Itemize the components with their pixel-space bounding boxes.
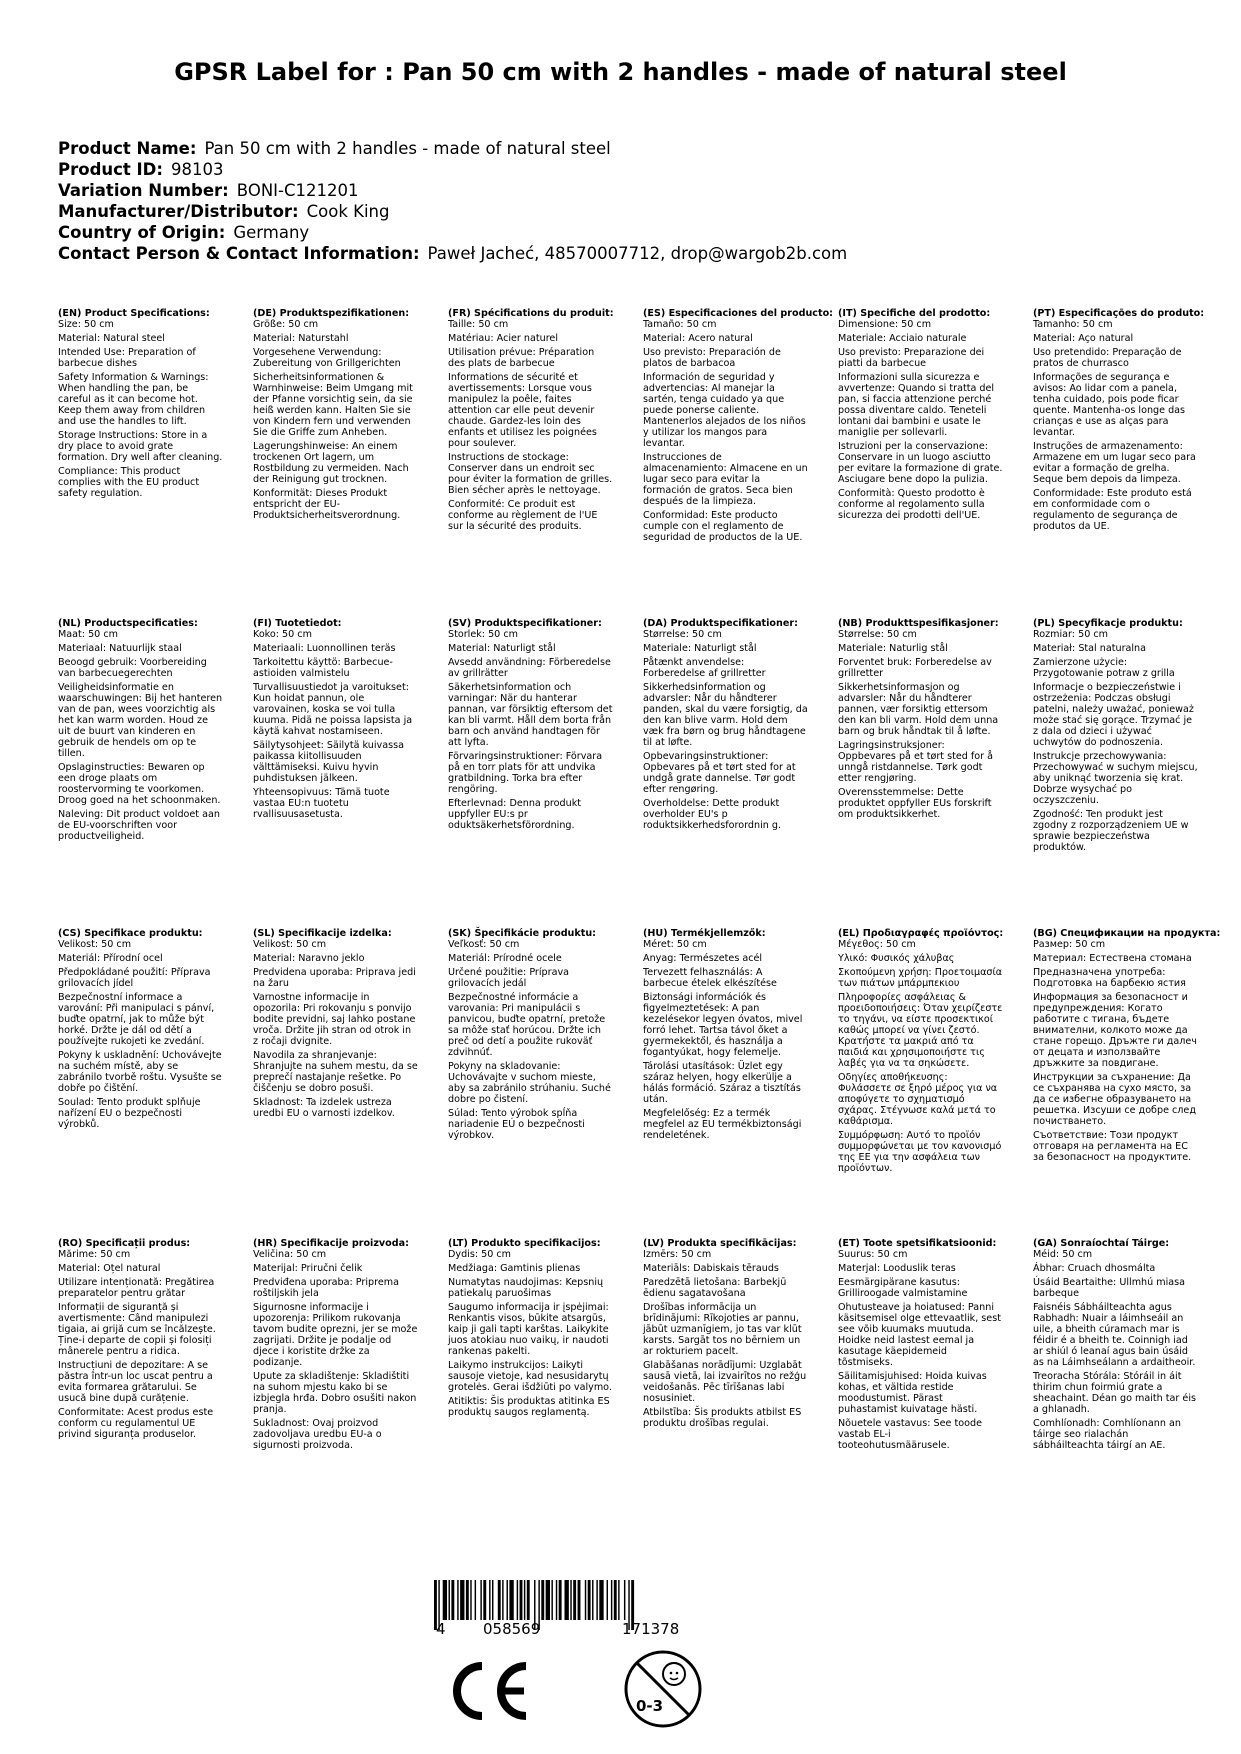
spec-line: Tamaño: 50 cm [643,319,717,330]
spec-line: Efterlevnad: Denna produkt uppfyller EU:s pr oduktsäkerhetsförordning. [448,798,582,831]
barcode-bar [443,1580,447,1620]
ce-mark-icon [452,1660,532,1722]
spec-line: Izmērs: 50 cm [643,1249,712,1260]
spec-line: Instrucciones de almacenamiento: Almacene en un lugar seco para evitar la formación de gratos. Seca bien después de la limpieza. [643,452,808,507]
spec-line: Größe: 50 cm [253,319,319,330]
spec-line: Avsedd användning: Förberedelse av grillrätter [448,657,611,679]
barcode-bar [520,1580,523,1620]
spec-line: Navodila za shranjevanje: Shranjujte na suhem mestu, da se preprečí nastajanje rešetke. Po čiščenju se dobro posuši. [253,1050,418,1094]
spec-block [58,1238,223,1443]
spec-block [643,618,808,834]
spec-block [1033,1238,1198,1454]
spec-heading: (SV) Produktspecifikationer: [448,618,602,629]
spec-line: Pokyny k uskladnění: Uchovávejte na suchém místě, aby se zabránilo tvorbě roštu. Vysušte se dobře po čištění. [58,1050,222,1094]
info-product-name: Product Name: Pan 50 cm with 2 handles - made of natural steel [58,139,611,158]
spec-line: Material: Naravno jeklo [253,953,365,964]
spec-block [448,928,613,1144]
spec-line: Πληροφορίες ασφάλειας & προειδοποιήσεις: Όταν χειρίζεστε το τηγάνι, να είστε προσεκτικοί καθώς μπορεί να γίνει ζεστό. Κρατήστε τα μακριά από τα παιδιά και χρησιμοποιήστε τις λαβές για να τα σηκώσετε. [838,992,1003,1069]
spec-line: Naleving: Dit product voldoet aan de EU-voorschriften voor productveiligheid. [58,809,220,842]
barcode-bar [507,1580,508,1620]
spec-line: Материал: Естествена стомана [1033,953,1192,964]
spec-line: Materiaal: Natuurlijk staal [58,643,182,654]
spec-line: Glabāšanas norādījumi: Uzglabāt sausā vietā, lai izvairītos no režģu veidošanās. Pēc tīrīšanas labi nosusiniet. [643,1360,807,1404]
page-title: GPSR Label for : Pan 50 cm with 2 handles - made of natural steel [174,58,1067,86]
barcode-bar [551,1580,552,1620]
spec-line: Zgodność: Ten produkt jest zgodny z rozporządzeniem UE w sprawie bezpieczeństwa produktów. [1033,809,1189,853]
spec-line: Tamanho: 50 cm [1033,319,1113,330]
spec-heading: (SL) Specifikacije izdelka: [253,928,392,939]
spec-line: Megfelelőség: Ez a termék megfelel az EU termékbiztonsági rendeletének. [643,1108,802,1141]
spec-line: Säilytysohjeet: Säilytä kuivassa paikassa kiitollisuuden välttämiseksi. Kuivu hyvin puhdistuksen jälkeen. [253,740,404,784]
spec-line: Forventet bruk: Forberedelse av grillretter [838,657,992,679]
barcode-bar [592,1580,593,1620]
spec-block [1033,928,1221,1166]
spec-line: Laikymo instrukcijos: Laikyti sausoje vietoje, kad nesusidarytų grotelės. Gerai išdžiūti po valymo. [448,1360,612,1393]
spec-heading: (HU) Termékjellemzők: [643,928,766,939]
spec-heading: (BG) Спецификации на продукта: [1033,928,1221,939]
barcode-bar [466,1580,469,1620]
spec-block [253,928,418,1122]
spec-line: Vorgesehene Verwendung: Zubereitung von Grillgerichten [253,347,401,369]
spec-line: Materiał: Stal naturalna [1033,643,1147,654]
barcode-digits-right: 171378 [622,1620,680,1638]
spec-line: Materijal: Priručni čelik [253,1263,363,1274]
spec-line: Soulad: Tento produkt splňuje nařízení EU o bezpečnosti výrobků. [58,1097,201,1130]
spec-line: Sikkerhedsinformation og advarsler: Når du håndterer panden, skal du være forsigtig, da den kan blive varm. Hold dem væk fra børn og brug håndtagene til at løfte. [643,682,808,748]
spec-line: Upute za skladištenje: Skladištiti na suhom mjestu kako bi se izbjegla hrđa. Dobro osušiti nakon pranja. [253,1371,417,1415]
spec-heading: (ET) Toote spetsifikatsioonid: [838,1238,997,1249]
spec-line: Lagerungshinweise: An einem trockenen Ort lagern, um Rostbildung zu vermeiden. Nach der Reinigung gut trocknen. [253,441,409,485]
spec-line: Opbevaringsinstruktioner: Opbevares på et tørt sted for at undgå grate dannelse. Tør godt efter rengøring. [643,751,796,795]
spec-line: Předpokládané použití: Příprava grilovacích jídel [58,967,211,989]
spec-block [838,1238,1003,1454]
barcode-bar [475,1580,476,1620]
spec-line: Conformité: Ce produit est conforme au règlement de l'UE sur la sécurité des produits. [448,499,598,532]
spec-line: Paredzētā lietošana: Barbekjū ēdienu sagatavošana [643,1277,787,1299]
spec-heading: (PT) Especificações do produto: [1033,308,1205,319]
spec-line: Material: Acero natural [643,333,753,344]
spec-line: Materiál: Přírodní ocel [58,953,163,964]
spec-line: Numatytas naudojimas: Kepsnių patiekalų paruošimas [448,1277,604,1299]
spec-line: Taille: 50 cm [448,319,509,330]
barcode-bar [585,1580,586,1620]
spec-heading: (HR) Specifikacije proizvoda: [253,1238,409,1249]
barcode-bar [556,1580,557,1620]
spec-line: Atbilstība: Šis produkts atbilst ES produktu drošības regulai. [643,1407,802,1429]
spec-heading: (FR) Spécifications du produit: [448,308,614,319]
spec-block [643,928,808,1144]
spec-block [253,618,418,823]
barcode-bar [570,1580,571,1620]
spec-heading: (DE) Produktspezifikationen: [253,308,410,319]
spec-line: Materiale: Naturlig stål [838,643,948,654]
spec-line: Informacje o bezpieczeństwie i ostrzeżenia: Podczas obsługi patelni, należy uważać, ponieważ może stać się gorące. Trzymać je z dala od dzieci i używać uchwytów do podnoszenia. [1033,682,1194,748]
spec-heading: (LV) Produkta specifikācijas: [643,1238,797,1249]
spec-heading: (NB) Produkttspesifikasjoner: [838,618,999,629]
spec-line: Anyag: Természetes acél [643,953,763,964]
spec-line: Sukladnost: Ovaj proizvod zadovoljava uredbu EU-a o sigurnosti proizvoda. [253,1418,382,1451]
spec-line: Sikkerhetsinformasjon og advarsler: Når du håndterer pannen, vær forsiktig ettersom den kan bli varm. Hold dem unna barn og bruk håndtak til å løfte. [838,682,999,737]
spec-line: Veličina: 50 cm [253,1249,327,1260]
barcode-digits-left: 058569 [483,1620,541,1638]
spec-line: Saugumo informacija ir įspėjimai: Renkantis visos, būkite atsargūs, kaip ji gali tapti karštas. Laikykite juos atokiau nuo vaikų, ir naudoti rankenas pakelti. [448,1302,609,1357]
spec-line: Μέγεθος: 50 cm [838,939,916,950]
spec-line: Yhteensopivuus: Tämä tuote vastaa EU:n tuotetu rvallisuusasetusta. [253,787,390,820]
barcode-bar [524,1580,525,1620]
spec-line: Предназначена употреба: Подготовка на барбекю ястия [1033,967,1186,989]
spec-block [643,1238,808,1432]
spec-line: Storage Instructions: Store in a dry place to avoid grate formation. Dry well after cleaning. [58,430,223,463]
spec-heading: (RO) Specificații produs: [58,1238,191,1249]
spec-line: Comhlíonadh: Comhlíonann an táirge seo rialachán sábháilteachta táirgí an AE. [1033,1418,1181,1451]
spec-line: Zamierzone użycie: Przygotowanie potraw z grilla [1033,657,1175,679]
spec-line: Faisnéis Sábháilteachta agus Rabhadh: Nuair a láimhseáil an uile, a bheith cúramach mar is féidir é a bheith te. Coinnigh iad ar shiúl ó leanaí agus bain úsáid as na Láimhseálann a ardaitheoir. [1033,1302,1196,1368]
spec-line: Opslaginstructies: Bewaren op een droge plaats om roostervorming te voorkomen. Droog goed na het schoonmaken. [58,762,221,806]
spec-line: Informations de sécurité et avertissements: Lorsque vous manipulez la poêle, faites attention car elle peut devenir chaude. Gardez-les loin des enfants et utilisez les poignées pour soulever. [448,372,597,449]
product-info [58,138,847,264]
spec-line: Compliance: This product complies with the EU product safety regulation. [58,466,200,499]
spec-line: Konformität: Dieses Produkt entspricht der EU-Produktsicherheitsverordnung. [253,488,401,521]
barcode-bar [451,1580,454,1620]
info-contact: Contact Person & Contact Information: Paweł Jacheć, 48570007712, drop@wargob2b.com [58,244,848,263]
spec-line: Materiale: Naturligt stål [643,643,757,654]
barcode-bar [492,1580,493,1620]
spec-heading: (EL) Προδιαγραφές προϊόντος: [838,928,1004,939]
spec-heading: (PL) Specyfikacje produktu: [1033,618,1183,629]
spec-line: Nõuetele vastavus: See toode vastab EL-i tooteohutusmäärusele. [838,1418,982,1451]
spec-block [448,1238,613,1421]
spec-line: Súlad: Tento výrobok spĺňa nariadenie EÚ o bezpečnosti výrobkov. [448,1108,585,1141]
age-label: 0-3 [636,1697,664,1715]
spec-line: Materiale: Acciaio naturale [838,333,967,344]
spec-line: Conformidad: Este producto cumple con el reglamento de seguridad de productos de la UE. [643,510,803,543]
spec-line: Eesmärgipärane kasutus: Grilliroogade valmistamine [838,1277,968,1299]
spec-heading: (DA) Produktspecifikationer: [643,618,798,629]
spec-line: Bezpečnostní informace a varování: Při manipulaci s pánví, buďte opatrní, jak to může být horké. Držte je dál od dětí a používejte rukojeti ke zvedání. [58,992,215,1047]
spec-line: Инструкции за съхранение: Да се съхранява на сухо място, за да се избегне образуването на решетка. Изсуши се добре след почистването. [1033,1072,1196,1127]
spec-block [1033,618,1198,856]
spec-heading: (GA) Sonraíochtaí Táirge: [1033,1238,1170,1249]
spec-line: Dimensione: 50 cm [838,319,932,330]
spec-heading: (IT) Specifiche del prodotto: [838,308,991,319]
barcode-bar [470,1580,471,1620]
spec-line: Size: 50 cm [58,319,114,330]
spec-line: Υλικό: Φυσικός χάλυβας [838,953,955,964]
spec-line: Størrelse: 50 cm [838,629,917,640]
barcode-bar [573,1580,576,1620]
spec-line: Material: Natural steel [58,333,165,344]
spec-line: Méret: 50 cm [643,939,707,950]
spec-line: Materiaali: Luonnollinen teräs [253,643,396,654]
spec-line: Tarkoitettu käyttö: Barbecue-astioiden valmistelu [253,657,393,679]
barcode-bar [546,1580,550,1620]
spec-line: Beoogd gebruik: Voorbereiding van barbecuegerechten [58,657,207,679]
info-manufacturer: Manufacturer/Distributor: Cook King [58,202,390,221]
spec-line: Säkerhetsinformation och varningar: När du hanterar pannan, var försiktig eftersom det kan bli varmt. Håll dem borta från barn och använd handtagen för att lyfta. [448,682,613,748]
spec-line: Predvidena uporaba: Priprava jedi na žaru [253,967,416,989]
spec-block [448,308,613,535]
barcode-bar [599,1580,603,1620]
spec-line: Overholdelse: Dette produkt overholder EU's p roduktsikkerhedsforordnin g. [643,798,782,831]
spec-heading: (CS) Specifikace produktu: [58,928,203,939]
spec-line: Tervezett felhasználás: A barbecue ételek elkészítése [643,967,777,989]
spec-line: Tárolási utasítások: Üzlet egy száraz helyen, hogy elkerülje a hálás formáció. Száraz a tisztítás után. [643,1061,801,1105]
spec-line: Veľkosť: 50 cm [448,939,520,950]
spec-block [838,308,1003,524]
spec-line: Storlek: 50 cm [448,629,518,640]
spec-line: Съответствие: Този продукт отговаря на регламента на ЕС за безопасност на продуктите. [1033,1130,1192,1163]
spec-line: Maat: 50 cm [58,629,118,640]
spec-line: Lagringsinstruksjoner: Oppbevares på et tørt sted for å unngå ristdannelse. Tørk godt etter rengjøring. [838,740,994,784]
spec-line: Instructions de stockage: Conserver dans un endroit sec pour éviter la formation de grilles. Bien sécher après le nettoyage. [448,452,613,496]
spec-heading: (NL) Productspecificaties: [58,618,198,629]
spec-line: Mărime: 50 cm [58,1249,131,1260]
spec-line: Rozmiar: 50 cm [1033,629,1108,640]
spec-line: Určené použitie: Príprava grilovacích jedál [448,967,570,989]
spec-line: Säilitamisjuhised: Hoida kuivas kohas, et vältida restide moodustumist. Pärast puhastamist kuivatage hästi. [838,1371,987,1415]
barcode-bar [588,1580,591,1620]
spec-line: Utilizare intenționată: Pregătirea preparatelor pentru grătar [58,1277,215,1299]
barcode-bar [483,1580,486,1620]
spec-line: Materiāls: Dabiskais tērauds [643,1263,779,1274]
spec-line: Påtænkt anvendelse: Forberedelse af grillretter [643,657,766,679]
spec-line: Ábhar: Cruach dhosmálta [1033,1263,1156,1274]
barcode-bar [559,1580,562,1620]
spec-line: Συμμόρφωση: Αυτό το προϊόν συμμορφώνεται με τον κανονισμό της ΕΕ για την ασφάλεια των προϊόντων. [838,1130,1002,1174]
spec-line: Bezpečnostné informácie a varovania: Pri manipulácii s panvicou, buďte opatrní, pretože sa môže stať horúcou. Držte ich preč od detí a použite rukoväť zdvihnúť. [448,992,606,1058]
info-product-id: Product ID: 98103 [58,160,224,179]
spec-line: Suurus: 50 cm [838,1249,908,1260]
spec-line: Conformità: Questo prodotto è conforme al regolamento sulla sicurezza dei prodotti dell'UE. [838,488,985,521]
spec-line: Medžiaga: Gamtinis plienas [448,1263,581,1274]
spec-heading: (FI) Tuotetiedot: [253,618,342,629]
spec-line: Atitiktis: Šis produktas atitinka ES produktų saugos reglamentą. [448,1396,610,1418]
barcode-bar [614,1580,617,1620]
barcode-bar [541,1580,544,1620]
spec-block [448,618,613,834]
barcode-bar [618,1580,619,1620]
spec-line: Istruzioni per la conservazione: Conservare in un luogo asciutto per evitare la formazione di grate. Asciugare bene dopo la pulizia. [838,441,1003,485]
barcode-bar [527,1580,530,1620]
spec-block [1033,308,1205,535]
spec-line: Sicherheitsinformationen & Warnhinweise: Beim Umgang mit der Pfanne vorsichtig sein, da sie heiß werden kann. Halten Sie sie von Kindern fern und verwenden Sie die Griffe zum Anheben. [253,372,413,438]
spec-line: Conformidade: Este produto está em conformidade com o regulamento de segurança de produtos da UE. [1033,488,1192,532]
barcode-bar [480,1580,481,1620]
spec-line: Material: Naturstahl [253,333,349,344]
spec-heading: (EN) Product Specifications: [58,308,210,319]
barcode-bar [502,1580,503,1620]
spec-line: Skladnost: Ta izdelek ustreza uredbi EU o varnosti izdelkov. [253,1097,395,1119]
spec-heading: (SK) Špecifikácie produktu: [448,928,597,939]
spec-line: Размер: 50 cm [1033,939,1106,950]
spec-block [253,308,418,524]
spec-line: Størrelse: 50 cm [643,629,722,640]
spec-block [643,308,834,546]
barcode-bar [457,1580,458,1620]
spec-line: Informații de siguranță și avertismente: Când manipulezi tigaia, ai grijă cum se încălzește. Ține-i departe de copii și folosiți mânerele pentru a ridica. [58,1302,216,1357]
spec-line: Velikost: 50 cm [58,939,132,950]
spec-heading: (LT) Produkto specifikacijos: [448,1238,601,1249]
spec-line: Информация за безопасност и предупреждения: Когато работите с тигана, бъдете внимателни, колкото може да стане горещо. Дръжте ги далеч от децата и използвайте дръжките за повдигане. [1033,992,1197,1069]
spec-block [838,618,1003,823]
barcode-bar [611,1580,612,1620]
spec-block [253,1238,418,1454]
spec-heading: (ES) Especificaciones del producto: [643,308,834,319]
barcode-bar [624,1580,625,1620]
spec-line: Drošības informācija un brīdinājumi: Rīkojoties ar pannu, jābūt uzmanīgiem, jo tas var klūt karsts. Sargāt tos no bērniem un ar rokturiem pacelt. [643,1302,802,1357]
barcode-bar [607,1580,608,1620]
spec-block [58,308,223,502]
barcode-bar [498,1580,501,1620]
info-country: Country of Origin: Germany [58,223,310,242]
barcode-bar [565,1580,569,1620]
spec-line: Uso pretendido: Preparação de pratos de churrasco [1033,347,1182,369]
spec-line: Intended Use: Preparation of barbecue dishes [58,347,196,369]
spec-line: Uso previsto: Preparación de platos de barbacoa [643,347,781,369]
barcode-bar [449,1580,450,1620]
barcode-bar [460,1580,464,1620]
spec-line: Instrucțiuni de depozitare: A se păstra într-un loc uscat pentru a evita formarea grătarului. Se usucă bine după curățenie. [58,1360,213,1404]
barcode-bar [509,1580,513,1620]
spec-line: Predviđena uporaba: Priprema roštiljskih jela [253,1277,399,1299]
spec-line: Información de seguridad y advertencias: Al manejar la sartén, tenga cuidado ya que puede ponerse caliente. Mantenerlos alejados de los niños y utilizar los mangos para levantar. [643,372,806,449]
spec-line: Informazioni sulla sicurezza e avvertenze: Quando si tratta del pan, si faccia attenzione perché possa diventare caldo. Teneteli lontani dai bambini e usate le maniglie per sollevarli. [838,372,995,438]
info-variation-number: Variation Number: BONI-C121201 [58,181,359,200]
spec-line: Material: Aço natural [1033,333,1134,344]
spec-line: Velikost: 50 cm [253,939,327,950]
spec-line: Turvallisuustiedot ja varoitukset: Kun hoidat pannun, ole varovainen, koska se voi tulla kuuma. Pidä ne poissa lapsista ja käytä kahvat nostamiseen. [253,682,413,737]
spec-line: Ohutusteave ja hoiatused: Panni käsitsemisel olge ettevaatlik, sest see võib kuumaks muutuda. Hoidke neid lastest eemal ja kasutage käepidemeid tõstmiseks. [838,1302,1001,1368]
spec-line: Materjal: Looduslik teras [838,1263,956,1274]
spec-line: Biztonsági információk és figyelmeztetések: A pan kezelésekor legyen óvatos, mivel forró lehet. Tartsa távol őket a gyermekektől, és használja a fogantyúkat, hogy felemelje. [643,992,803,1058]
barcode-digit-lead: 4 [436,1620,446,1638]
barcode-bar [578,1580,581,1620]
spec-line: Úsáid Beartaithe: Ullmhú miasa barbeque [1033,1277,1186,1299]
spec-line: Varnostne informacije in opozorila: Pri rokovanju s ponvijo bodite previdni, saj lahko postane vroča. Držite jih stran od otrok in z ročaji dvignite. [253,992,416,1047]
spec-block [838,928,1003,1177]
spec-line: Méid: 50 cm [1033,1249,1093,1260]
spec-line: Overensstemmelse: Dette produktet oppfyller EUs forskrift om produktsikkerhet. [838,787,992,820]
spec-line: Materiál: Prírodné ocele [448,953,562,964]
spec-line: Conformitate: Acest produs este conform cu regulamentul UE privind siguranța produselor. [58,1407,214,1440]
spec-line: Material: Naturligt stål [448,643,556,654]
spec-line: Safety Information & Warnings: When handling the pan, be careful as it can become hot. Keep them away from children and use the handles to lift. [58,372,209,427]
spec-line: Οδηγίες αποθήκευσης: Φυλάσσετε σε ξηρό μέρος για να αποφύγετε το σχηματισμό σχάρας. Στέγνωσε καλά μετά το καθάρισμα. [838,1072,998,1127]
spec-line: Uso previsto: Preparazione dei piatti da barbecue [838,347,985,369]
spec-block [58,928,223,1133]
spec-line: Förvaringsinstruktioner: Förvara på en torr plats för att undvika gratbildning. Torka bra efter rengöring. [448,751,603,795]
spec-line: Matériau: Acier naturel [448,333,559,344]
spec-line: Instrukcje przechowywania: Przechowywać w suchym miejscu, aby uniknąć tworzenia się krat. Dobrze wysychać po oczyszczeniu. [1033,751,1198,806]
spec-line: Pokyny na skladovanie: Uchovávajte v suchom mieste, aby sa zabránilo strúhaniu. Suché dobre po čistení. [448,1061,611,1105]
spec-line: Instruções de armazenamento: Armazene em um lugar seco para evitar a formação de grelha. Seque bem depois da limpeza. [1033,441,1196,485]
spec-line: Informações de segurança e avisos: Ao lidar com a panela, tenha cuidado, pois pode ficar quente. Mantenha-os longe das crianças e use as alças para levantar. [1033,372,1186,438]
spec-block [58,618,223,845]
spec-line: Koko: 50 cm [253,629,312,640]
spec-line: Sigurnosne informacije i upozorenja: Prilikom rukovanja tavom budite oprezni, jer se može zagrijati. Držite je podalje od djece i koristite držke za podizanje. [253,1302,418,1368]
spec-line: Material: Oțel natural [58,1263,161,1274]
spec-line: Σκοπούμενη χρήση: Προετοιμασία των πιάτων μπάρμπεκιου [838,967,1003,989]
barcode-bar [517,1580,518,1620]
spec-line: Dydis: 50 cm [448,1249,511,1260]
spec-line: Treoracha Stórála: Stóráil in áit thirim chun foirmiú grate a sheachaint. Déan go maith tar éis a ghlanadh. [1033,1371,1196,1415]
not-for-children-0-3-icon [622,1648,704,1730]
spec-line: Utilisation prévue: Préparation des plats de barbecue [448,347,595,369]
barcode-bar [489,1580,490,1620]
spec-line: Veiligheidsinformatie en waarschuwingen: Bij het hanteren van de pan, wees voorzichtig als het kan warm worden. Houd ze uit de buurt van kinderen en gebruik de hendels om op te tillen. [58,682,223,759]
barcode-bar [596,1580,597,1620]
